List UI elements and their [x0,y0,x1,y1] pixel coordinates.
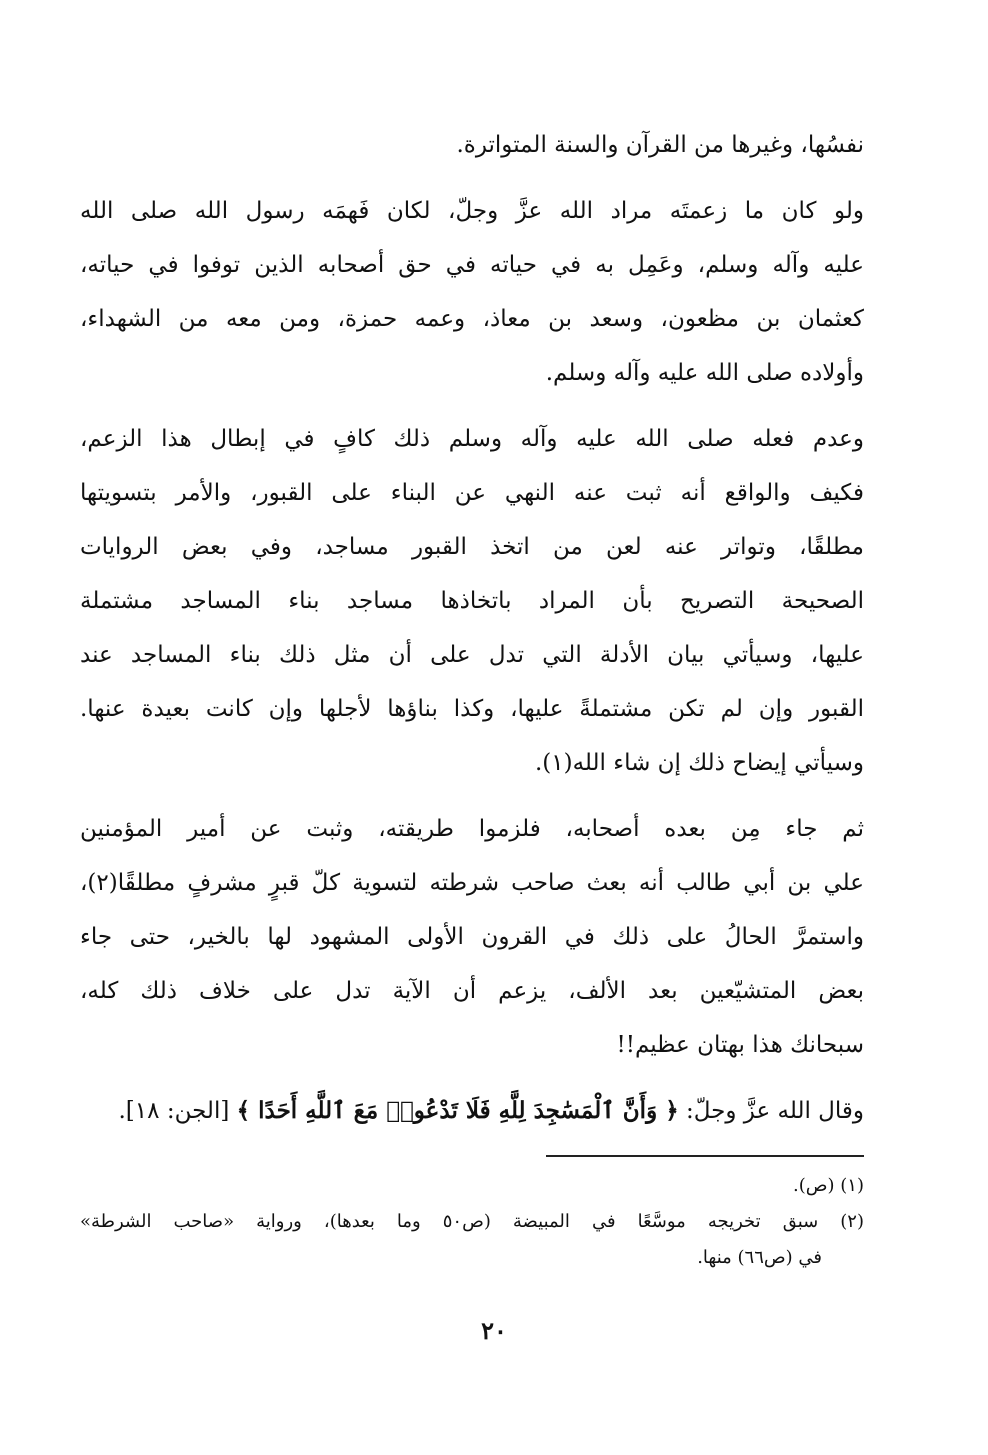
verse-intro: وقال الله عزَّ وجلّ: [678,1098,864,1124]
text-line: كعثمان بن مظعون، وسعد بن معاذ، وعمه حمزة، ومن معه من الشهداء، [80,306,864,332]
text-line: ولو كان ما زعمتَه مراد الله عزَّ وجلّ، لكان فَهمَه رسول الله صلى الله [80,198,864,224]
page-number: ٢٠ [481,1316,507,1345]
text-line: وعدم فعله صلى الله عليه وآله وسلم ذلك كافٍ في إبطال هذا الزعم، [80,426,864,452]
text-line: واستمرَّ الحالُ على ذلك في القرون الأولى المشهود لها بالخير، حتى جاء [80,924,864,950]
footnote-1: (١) (ص). [793,1175,864,1196]
paragraph-gap [80,1072,864,1084]
quran-verse: ﴿ وَأَنَّ ٱلْمَسَٰجِدَ لِلَّهِ فَلَا تَدْعُوا۟ مَعَ ٱللَّهِ أَحَدًا ﴾ [236,1097,679,1124]
text-line: علي بن أبي طالب أنه بعث صاحب شرطته لتسوية كلّ قبرٍ مشرفٍ مطلقًا(٢)، [80,870,864,896]
text-line: سبحانك هذا بهتان عظيم!! [616,1032,864,1058]
footnote-2-line: (٢) سبق تخريجه موسَّعًا في المبيضة (ص٥٠ وما بعدها)، ورواية «صاحب الشرطة» [80,1211,864,1232]
paragraph-gap [80,400,864,412]
text-line: بعض المتشيّعين بعد الألف، يزعم أن الآية تدل على خلاف ذلك كله، [80,978,864,1004]
text-line: مطلقًا، وتواتر عنه لعن من اتخذ القبور مساجد، وفي بعض الروايات [80,534,864,560]
footnote-2-line: في (ص٦٦) منها. [697,1247,822,1268]
text-line: نفسُها، وغيرها من القرآن والسنة المتواترة. [456,132,864,158]
text-line: عليه وآله وسلم، وعَمِل به في حياته في حق أصحابه الذين توفوا في حياته، [80,252,864,278]
text-line: فكيف والواقع أنه ثبت عنه النهي عن البناء على القبور، والأمر بتسويتها [80,480,864,506]
text-line: وأولاده صلى الله عليه وآله وسلم. [545,360,864,386]
paragraph-gap [80,790,864,802]
main-text [80,118,864,1138]
footnotes [80,1168,864,1276]
text-line: ثم جاء مِن بعده أصحابه، فلزموا طريقته، وثبت عن أمير المؤمنين [80,816,864,842]
text-line: عليها، وسيأتي بيان الأدلة التي تدل على أن مثل ذلك بناء المساجد عند [80,642,864,668]
verse-line [80,1084,864,1138]
footnote-divider [546,1155,864,1157]
text-line: القبور وإن لم تكن مشتملةً عليها، وكذا بناؤها لأجلها وإن كانت بعيدة عنها. [80,696,864,722]
verse-reference: [الجن: ١٨]. [118,1098,230,1124]
text-line: وسيأتي إيضاح ذلك إن شاء الله(١). [534,750,864,776]
paragraph-gap [80,172,864,184]
text-line: الصحيحة التصريح بأن المراد باتخاذها مساجد بناء المساجد مشتملة [80,588,864,614]
